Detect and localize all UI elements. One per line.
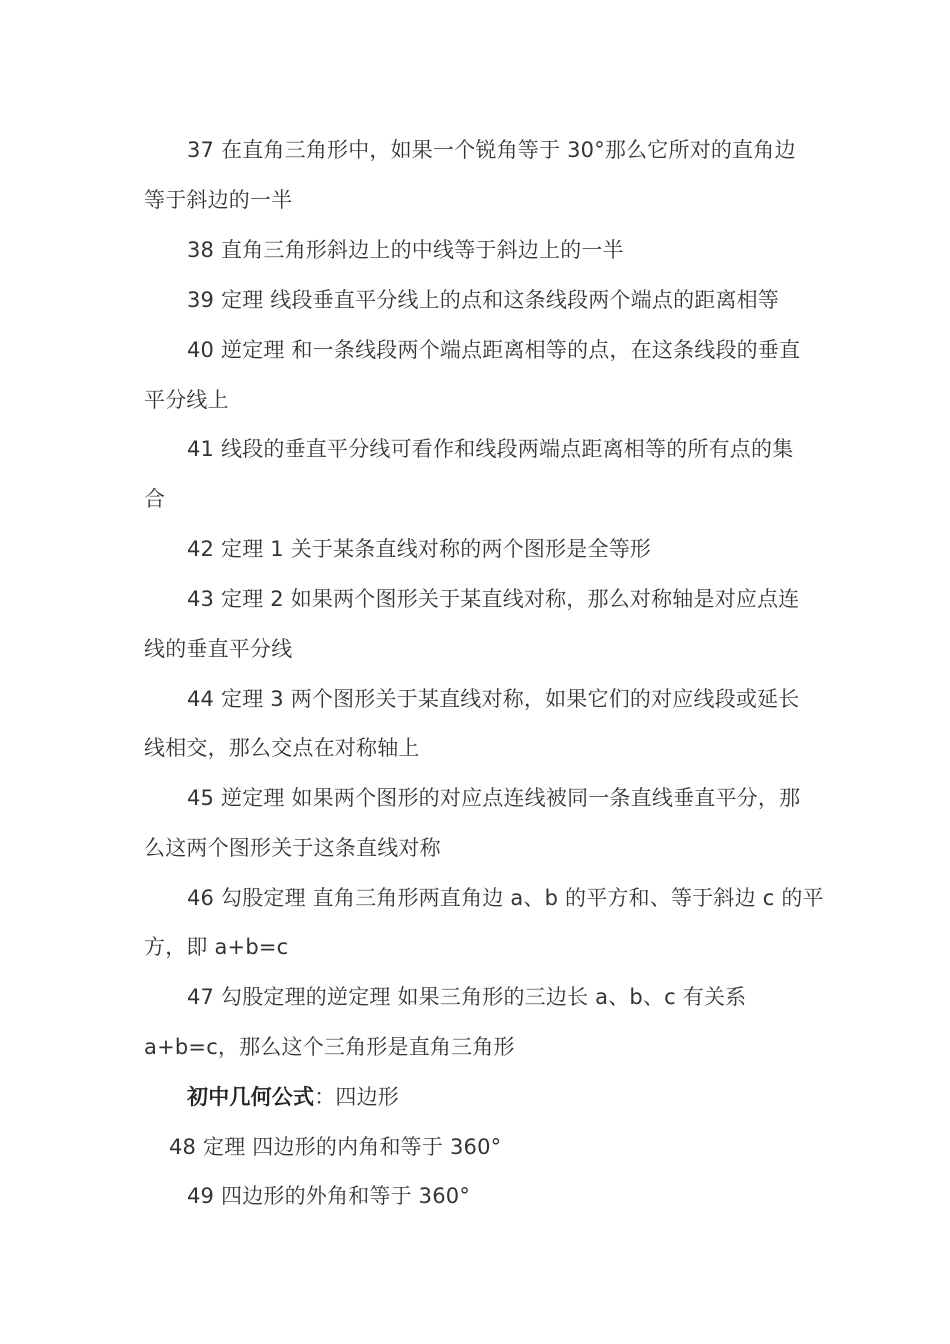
text-line-46-cont: 方，即 a+b=c [144, 935, 289, 959]
text-line-45: 45 逆定理 如果两个图形的对应点连线被同一条直线垂直平分，那 [187, 786, 801, 810]
text-line-39: 39 定理 线段垂直平分线上的点和这条线段两个端点的距离相等 [187, 288, 780, 312]
section-heading-rest: ：四边形 [314, 1085, 400, 1109]
text-line-44-cont: 线相交，那么交点在对称轴上 [144, 736, 420, 760]
text-line-42: 42 定理 1 关于某条直线对称的两个图形是全等形 [187, 537, 652, 561]
text-line-41-cont: 合 [144, 487, 166, 511]
section-heading-bold: 初中几何公式 [187, 1085, 315, 1109]
text-line-38: 38 直角三角形斜边上的中线等于斜边上的一半 [187, 238, 624, 262]
text-line-47: 47 勾股定理的逆定理 如果三角形的三边长 a、b、c 有关系 [187, 985, 747, 1009]
text-line-37-cont: 等于斜边的一半 [144, 188, 293, 212]
text-line-49: 49 四边形的外角和等于 360° [187, 1184, 471, 1208]
text-line-43: 43 定理 2 如果两个图形关于某直线对称，那么对称轴是对应点连 [187, 587, 800, 611]
text-line-40-cont: 平分线上 [144, 388, 229, 412]
text-line-41: 41 线段的垂直平分线可看作和线段两端点距离相等的所有点的集 [187, 437, 794, 461]
text-line-46: 46 勾股定理 直角三角形两直角边 a、b 的平方和、等于斜边 c 的平 [187, 886, 824, 910]
text-line-44: 44 定理 3 两个图形关于某直线对称，如果它们的对应线段或延长 [187, 687, 800, 711]
text-line-43-cont: 线的垂直平分线 [144, 637, 293, 661]
text-line-40: 40 逆定理 和一条线段两个端点距离相等的点，在这条线段的垂直 [187, 338, 801, 362]
text-line-45-cont: 么这两个图形关于这条直线对称 [144, 836, 441, 860]
text-line-37: 37 在直角三角形中，如果一个锐角等于 30°那么它所对的直角边 [187, 138, 796, 162]
text-line-47-cont: a+b=c，那么这个三角形是直角三角形 [144, 1035, 515, 1059]
section-heading [187, 1083, 399, 1111]
text-line-48: 48 定理 四边形的内角和等于 360° [169, 1135, 502, 1159]
